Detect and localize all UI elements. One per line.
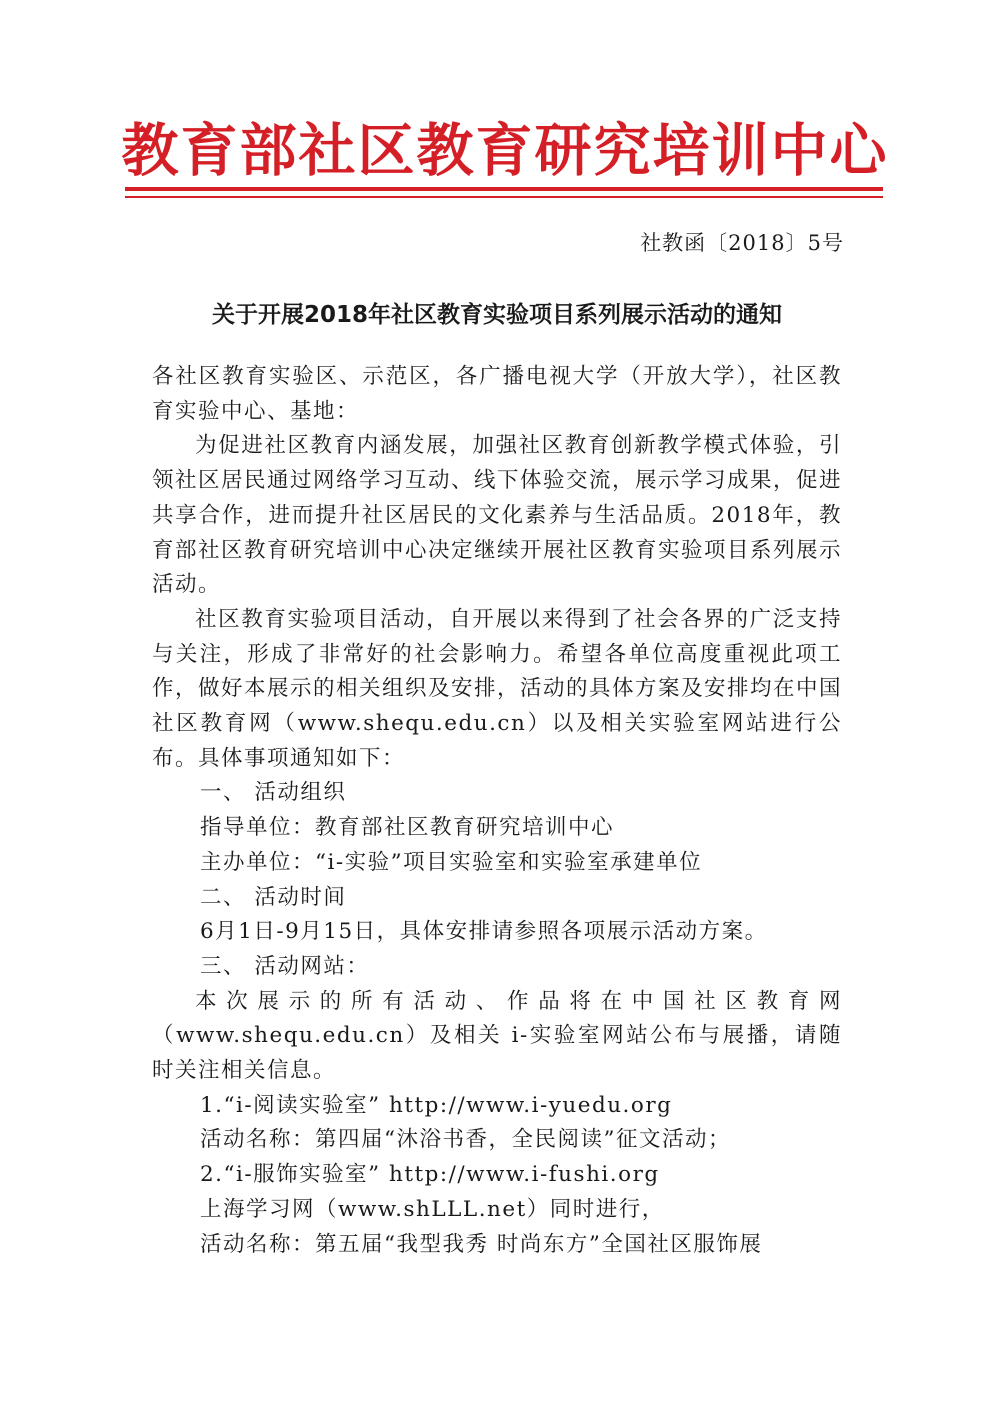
notice-title: 关于开展2018年社区教育实验项目系列展示活动的通知	[211, 302, 782, 328]
section-heading-time: 二、 活动时间	[200, 884, 347, 910]
section-heading-website: 三、 活动网站：	[200, 953, 370, 979]
notice-body	[152, 360, 842, 1262]
list-item-fashion-lab: 2.“i-服饰实验室” http://www.i-fushi.org	[200, 1162, 660, 1188]
list-item-fashion-note: 上海学习网（www.shLLL.net）同时进行，	[200, 1196, 665, 1222]
section-heading-organization: 一、 活动组织	[200, 780, 347, 806]
letterhead-rule-thin	[125, 196, 883, 198]
paragraph-website: 本次展示的所有活动、作品将在中国社区教育网（www.shequ.edu.cn）及相关 i-实验室网站公布与展播，请随时关注相关信息。	[152, 988, 842, 1084]
paragraph-background: 社区教育实验项目活动，自开展以来得到了社会各界的广泛支持与关注，形成了非常好的社会影响力。希望各单位高度重视此项工作，做好本展示的相关组织及安排，活动的具体方案及安排均在中国社区教育网（www.shequ.edu.cn）以及相关实验室网站进行公布。具体事项通知如下：	[152, 606, 843, 771]
list-item-fashion-activity: 活动名称：第五届“我型我秀 时尚东方”全国社区服饰展	[200, 1231, 763, 1257]
activity-time: 6月1日-9月15日，具体安排请参照各项展示活动方案。	[200, 919, 768, 945]
document-number: 社教函〔2018〕5号	[640, 231, 844, 255]
recipients: 各社区教育实验区、示范区，各广播电视大学（开放大学），社区教育实验中心、基地：	[152, 364, 842, 424]
paragraph-purpose: 为促进社区教育内涵发展，加强社区教育创新教学模式体验，引领社区居民通过网络学习互动、线下体验交流，展示学习成果，促进共享合作，进而提升社区居民的文化素养与生活品质。2018年，教育部社区教育研究培训中心决定继续开展社区教育实验项目系列展示活动。	[152, 433, 843, 598]
list-item-reading-lab: 1.“i-阅读实验室” http://www.i-yuedu.org	[200, 1092, 673, 1118]
host-unit: 主办单位：“i-实验”项目实验室和实验室承建单位	[200, 849, 703, 875]
letterhead-rule-thick	[125, 187, 883, 191]
guide-unit: 指导单位：教育部社区教育研究培训中心	[200, 815, 615, 841]
list-item-reading-activity: 活动名称：第四届“沐浴书香，全民阅读”征文活动；	[200, 1127, 731, 1153]
letterhead-org-name: 教育部社区教育研究培训中心	[121, 118, 889, 184]
